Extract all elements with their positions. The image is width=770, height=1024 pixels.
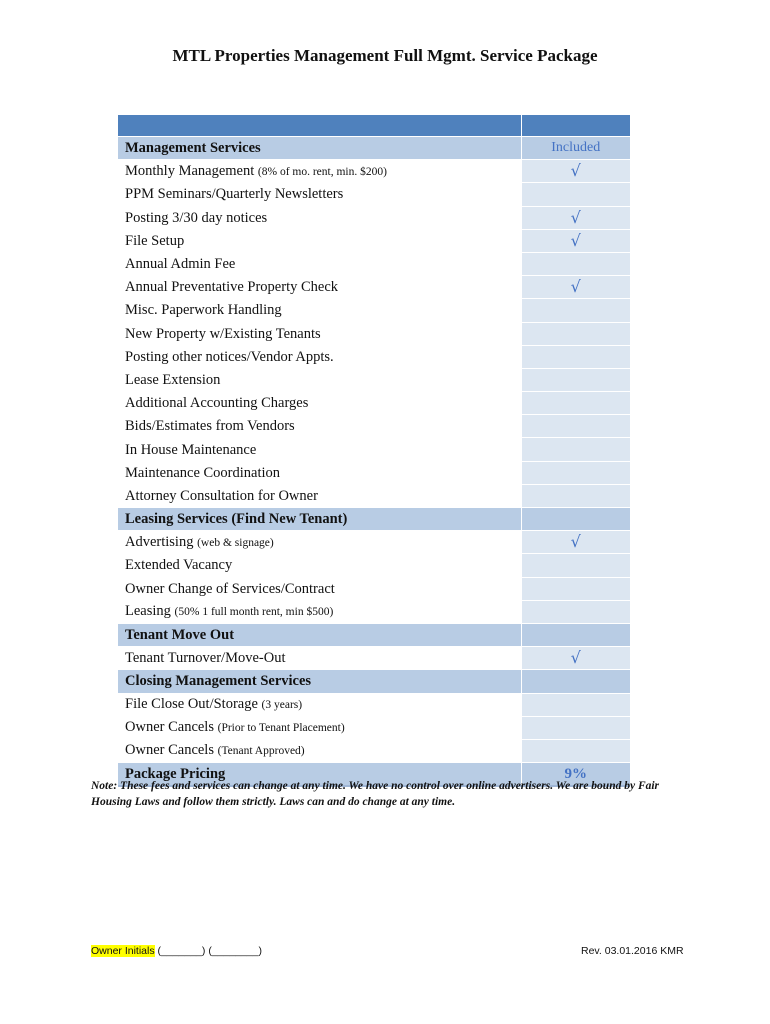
service-label: Posting other notices/Vendor Appts. [125,348,334,365]
service-label: Additional Accounting Charges [125,395,309,412]
revision-label: Rev. 03.01.2016 KMR [581,945,684,957]
service-label: Tenant Turnover/Move-Out [125,650,286,667]
service-label: PPM Seminars/Quarterly Newsletters [125,186,344,203]
service-cell [118,322,521,345]
service-label: Owner Cancels [125,742,214,759]
service-row [118,392,630,415]
service-cell [118,276,521,299]
section-title: Management Services [118,137,521,160]
included-cell [521,484,630,507]
owner-initials-label: Owner Initials [91,945,155,957]
service-label: Owner Change of Services/Contract [125,580,335,597]
service-label: Maintenance Coordination [125,464,281,481]
service-cell [118,345,521,368]
included-cell [521,554,630,577]
service-cell [118,647,521,670]
service-label: Annual Preventative Property Check [125,279,339,296]
service-row [118,438,630,461]
service-label: Advertising [125,533,194,550]
service-label: New Property w/Existing Tenants [125,325,321,342]
section-title: Leasing Services (Find New Tenant) [118,508,521,531]
service-label: Extended Vacancy [125,557,233,574]
section-header-row [118,623,630,646]
included-check-icon: √ [521,647,630,670]
service-cell [118,229,521,252]
service-label: Posting 3/30 day notices [125,209,268,226]
service-row [118,368,630,391]
service-cell [118,461,521,484]
section-check-cell [521,670,630,693]
header-band-left [118,115,521,137]
included-cell [521,438,630,461]
section-check-cell [521,623,630,646]
service-row [118,276,630,299]
service-row [118,554,630,577]
service-row [118,531,630,554]
service-cell [118,716,521,739]
service-row [118,415,630,438]
service-note: (3 years) [261,699,303,712]
included-check-icon: √ [521,229,630,252]
included-cell [521,739,630,762]
service-row [118,484,630,507]
service-row [118,206,630,229]
service-row [118,183,630,206]
included-check-icon: √ [521,160,630,183]
owner-initials-line [91,945,262,957]
service-cell [118,252,521,275]
service-note: (8% of mo. rent, min. $200) [257,165,387,178]
service-row [118,693,630,716]
service-label: Monthly Management [125,162,255,179]
service-row [118,739,630,762]
service-note: (web & signage) [197,536,274,549]
included-cell [521,345,630,368]
service-cell [118,368,521,391]
included-check-icon: √ [521,531,630,554]
service-label: Bids/Estimates from Vendors [125,418,295,435]
included-cell [521,299,630,322]
included-cell [521,693,630,716]
table-header-band [118,115,630,137]
service-note: (50% 1 full month rent, min $500) [174,606,334,619]
package-pricing-label: Package Pricing [118,763,521,787]
package-pricing-value: 9% [521,763,630,787]
service-row [118,600,630,623]
service-cell [118,484,521,507]
included-cell [521,183,630,206]
service-cell [118,554,521,577]
service-note: (Tenant Approved) [217,745,305,758]
service-row [118,322,630,345]
service-label: Owner Cancels [125,719,214,736]
included-cell [521,716,630,739]
section-title: Closing Management Services [118,670,521,693]
service-cell [118,693,521,716]
service-row [118,229,630,252]
included-cell [521,461,630,484]
service-package-table [118,115,630,787]
service-label: In House Maintenance [125,441,257,458]
included-cell [521,322,630,345]
section-header-row [118,508,630,531]
included-cell [521,252,630,275]
service-row [118,461,630,484]
header-band-right [521,115,630,137]
service-row [118,647,630,670]
service-cell [118,183,521,206]
service-row [118,160,630,183]
service-cell [118,415,521,438]
included-cell [521,600,630,623]
service-label: Leasing [125,603,171,620]
section-title: Tenant Move Out [118,623,521,646]
service-row [118,252,630,275]
service-label: Misc. Paperwork Handling [125,302,282,319]
included-check-icon: √ [521,206,630,229]
service-label: Attorney Consultation for Owner [125,487,318,504]
service-label: Annual Admin Fee [125,256,236,273]
service-label: File Close Out/Storage [125,696,258,713]
service-note: (Prior to Tenant Placement) [217,722,345,735]
service-cell [118,160,521,183]
service-cell [118,577,521,600]
included-cell [521,415,630,438]
owner-initials-blanks: (_______) (________) [154,945,263,957]
included-check-icon: √ [521,276,630,299]
service-cell [118,299,521,322]
section-header-row [118,137,630,160]
included-cell [521,577,630,600]
service-cell [118,438,521,461]
section-check-cell [521,508,630,531]
page-title: MTL Properties Management Full Mgmt. Service Package [172,46,598,65]
fees-note: Note: These fees and services can change at any time. We have no control over online advertisers. We are bound by Fair Housing Laws and follow them strictly. Laws can and do change at any time. [91,780,660,808]
service-row [118,299,630,322]
service-row [118,716,630,739]
included-cell [521,368,630,391]
service-cell [118,739,521,762]
service-row [118,345,630,368]
included-column-header: Included [521,137,630,160]
section-header-row [118,670,630,693]
service-label: Lease Extension [125,371,221,388]
service-row [118,577,630,600]
included-cell [521,392,630,415]
service-cell [118,531,521,554]
service-cell [118,392,521,415]
service-cell [118,206,521,229]
service-cell [118,600,521,623]
service-label: File Setup [125,232,185,249]
